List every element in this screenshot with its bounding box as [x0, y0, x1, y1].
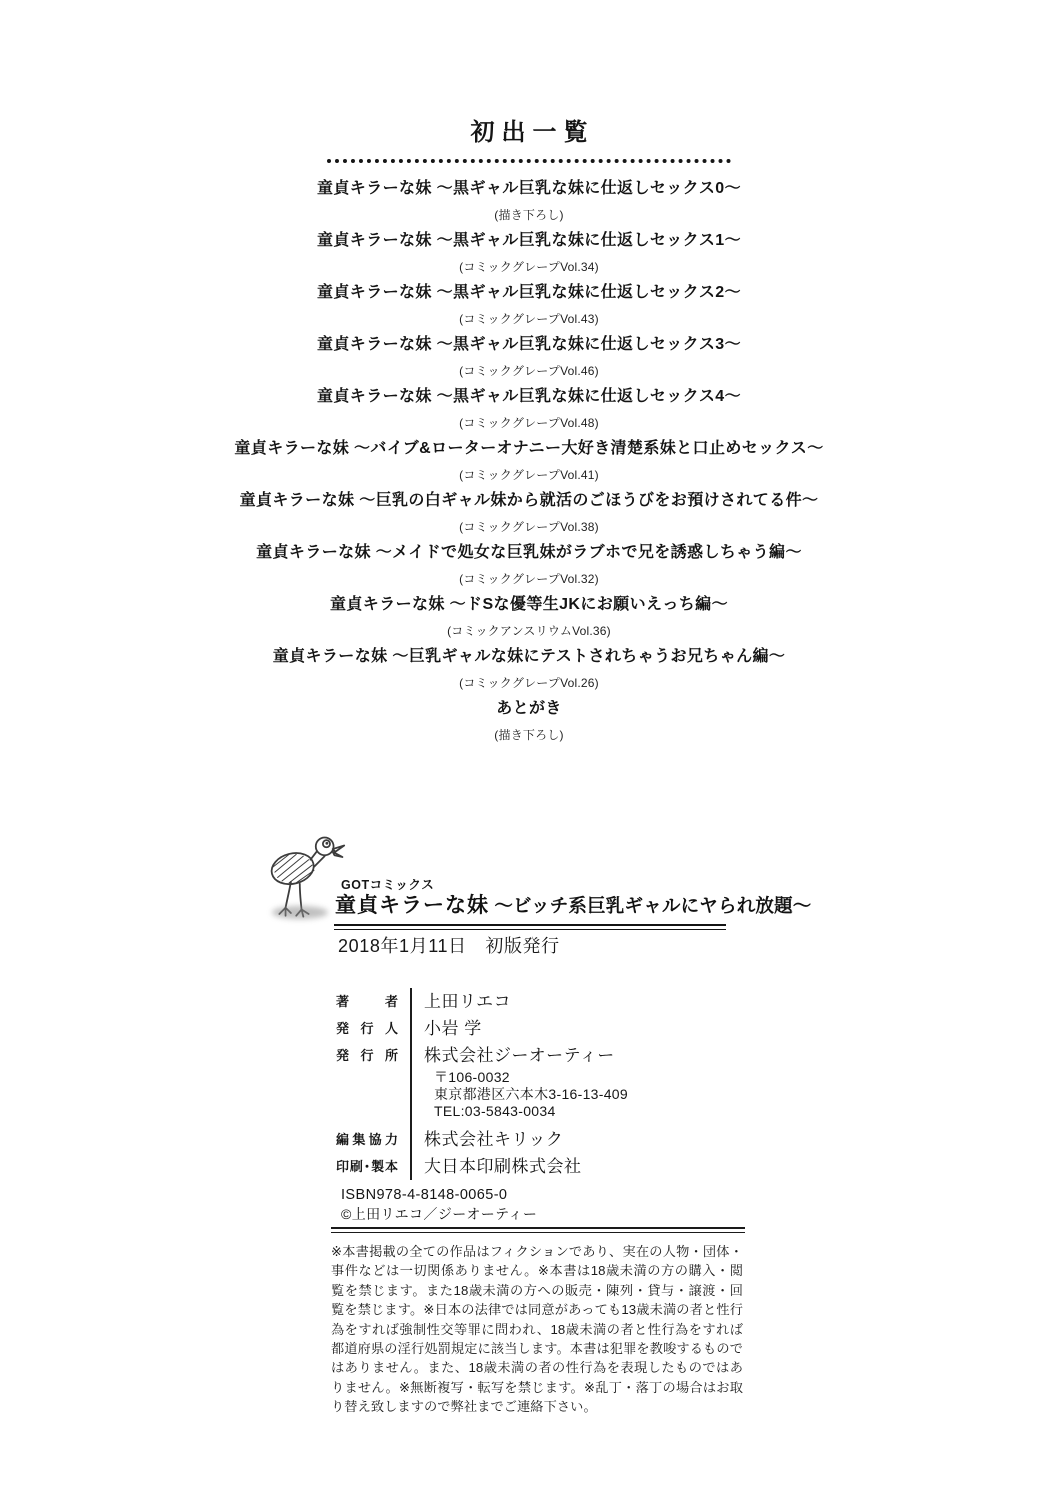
notice-divider — [331, 1227, 745, 1233]
publication-entry — [0, 230, 1058, 275]
credit-row — [336, 988, 734, 1015]
publication-entry — [0, 334, 1058, 379]
book-title — [335, 891, 812, 923]
publication-entry — [0, 698, 1058, 743]
entry-title: 童貞キラーな妹 ～黒ギャル巨乳な妹に仕返しセックス3～ — [317, 336, 741, 353]
credit-row — [336, 1153, 734, 1180]
entry-title: 童貞キラーな妹 ～黒ギャル巨乳な妹に仕返しセックス0～ — [317, 180, 741, 197]
entry-title: 童貞キラーな妹 ～巨乳の白ギャル妹から就活のごほうびをお預けされてる件～ — [239, 492, 819, 509]
entry-title: 童貞キラーな妹 ～巨乳ギャルな妹にテストされちゃうお兄ちゃん編～ — [272, 648, 786, 665]
entry-source: (コミックグレープVol.32) — [459, 572, 599, 586]
entry-source: (コミックアンスリウムVol.36) — [447, 624, 611, 638]
credit-label: 著 者 — [336, 994, 398, 1009]
isbn: ISBN978-4-8148-0065-0 — [341, 1187, 508, 1203]
entry-source: (コミックグレープVol.46) — [459, 364, 599, 378]
section-heading: 初出一覧 — [470, 119, 595, 146]
credit-value: 小岩 学 — [424, 1019, 482, 1038]
credit-detail-line: TEL:03-5843-0034 — [434, 1103, 556, 1119]
publication-entry — [0, 542, 1058, 587]
entry-title: 童貞キラーな妹 ～黒ギャル巨乳な妹に仕返しセックス4～ — [317, 388, 741, 405]
publication-date: 2018年1月11日 初版発行 — [338, 936, 560, 956]
credit-row — [336, 1042, 734, 1126]
disclaimer-text: ※本書掲載の全ての作品はフィクションであり、実在の人物・団体・事件などは一切関係ありません。※本書は18歳未満の方の購入・閲覧を禁じます。また18歳未満の方への販売・陳列・貸与・譲渡・回覧を禁じます。※日本の法律では同意があっても13歳未満の者と性行為をすれば強制性交等罪に問われ、18歳未満の者と性行為をすれば都道府県の淫行処罰規定に該当します。本書は犯罪を教唆するものではありません。また、18歳未満の者の性行為を表現したものではありません。※無断複写・転写を禁じます。※乱丁・落丁の場合はお取り替え致しますので弊社までご連絡下さい。 — [331, 1244, 743, 1415]
publication-entry — [0, 646, 1058, 691]
credit-details — [434, 1069, 734, 1120]
entry-source: (コミックグレープVol.48) — [459, 416, 599, 430]
credit-value-cell — [411, 1126, 734, 1153]
entry-source: (描き下ろし) — [494, 728, 564, 742]
entry-title: 童貞キラーな妹 ～バイブ&ローターオナニー大好き清楚系妹と口止めセックス～ — [234, 440, 824, 457]
entry-source: (コミックグレープVol.38) — [459, 520, 599, 534]
dotted-divider — [327, 159, 731, 163]
publication-entry — [0, 594, 1058, 639]
credit-value: 株式会社キリック — [424, 1130, 564, 1149]
entry-source: (コミックグレープVol.41) — [459, 468, 599, 482]
entry-source: (描き下ろし) — [494, 208, 564, 222]
credit-label: 印 刷 ･ 製 本 — [336, 1159, 398, 1174]
credit-value-cell — [411, 1015, 734, 1042]
credit-value-cell — [411, 1153, 734, 1180]
publication-entry — [0, 178, 1058, 223]
book-title-main: 童貞キラーな妹 — [335, 894, 489, 917]
entry-source: (コミックグレープVol.26) — [459, 676, 599, 690]
entry-source: (コミックグレープVol.43) — [459, 312, 599, 326]
book-title-subtitle: ～ビッチ系巨乳ギャルにヤられ放題～ — [489, 895, 812, 916]
publication-entry — [0, 490, 1058, 535]
entry-title: 童貞キラーな妹 ～黒ギャル巨乳な妹に仕返しセックス2～ — [317, 284, 741, 301]
publication-entry — [0, 386, 1058, 431]
publication-entry — [0, 282, 1058, 327]
entry-title: あとがき — [496, 700, 562, 717]
entry-title: 童貞キラーな妹 ～黒ギャル巨乳な妹に仕返しセックス1～ — [317, 232, 741, 249]
publication-entries — [0, 178, 1058, 743]
credit-label: 発 行 所 — [336, 1048, 398, 1063]
credit-label: 編 集 協 力 — [336, 1132, 398, 1147]
logo-shadow — [272, 906, 328, 919]
copyright: ©上田リエコ／ジーオーティー — [341, 1206, 538, 1222]
credit-detail-line: 東京都港区六本木3-16-13-409 — [434, 1086, 628, 1102]
credit-detail-line: 〒106-0032 — [434, 1069, 510, 1085]
credit-row — [336, 1015, 734, 1042]
credit-value: 上田リエコ — [424, 992, 512, 1011]
credit-row — [336, 1126, 734, 1153]
credit-value: 大日本印刷株式会社 — [424, 1157, 582, 1176]
credit-value-cell — [411, 988, 734, 1015]
entry-source: (コミックグレープVol.34) — [459, 260, 599, 274]
imprint-label: GOTコミックス — [341, 878, 435, 892]
credit-value: 株式会社ジーオーティー — [424, 1046, 615, 1065]
entry-title: 童貞キラーな妹 ～ドSな優等生JKにお願いえっち編～ — [330, 596, 728, 613]
credit-value-cell — [411, 1042, 734, 1126]
credit-label: 発 行 人 — [336, 1021, 398, 1036]
entry-title: 童貞キラーな妹 ～メイドで処女な巨乳妹がラブホで兄を誘惑しちゃう編～ — [256, 544, 802, 561]
first-publication-section — [0, 112, 1058, 750]
credits-table — [336, 988, 734, 1180]
title-underline — [334, 924, 726, 930]
publication-entry — [0, 438, 1058, 483]
